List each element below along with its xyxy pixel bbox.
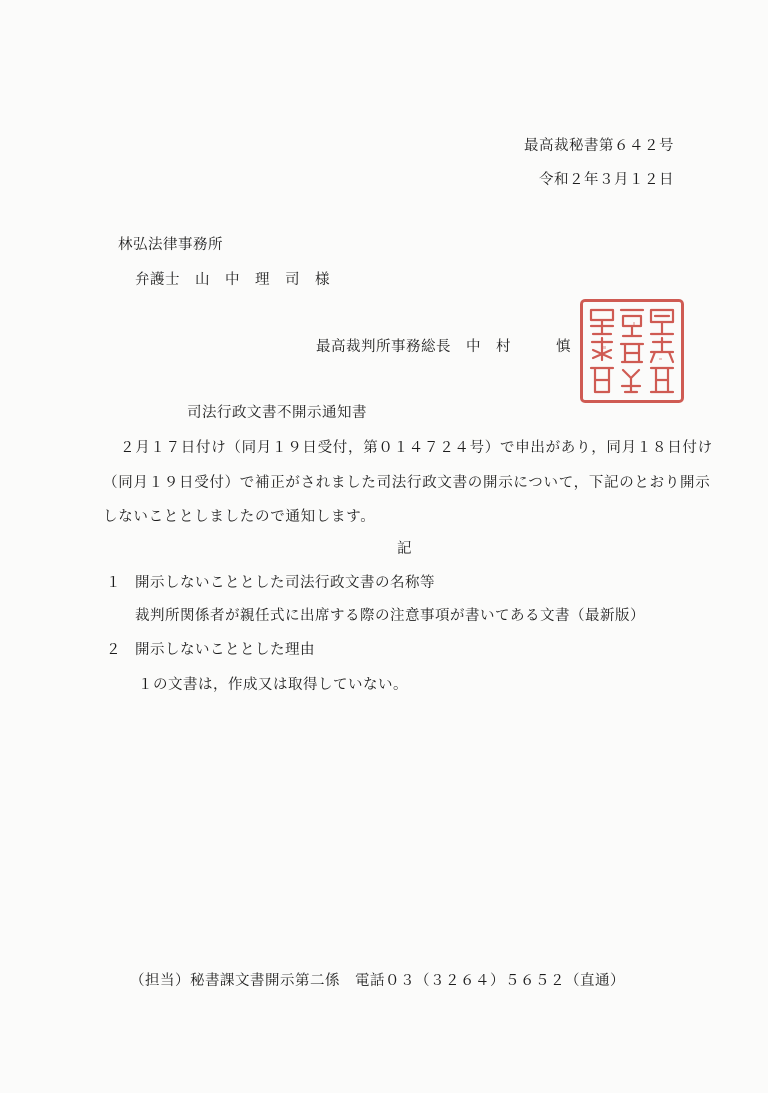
contact-footer: （担当）秘書課文書開示第二係 電話０３（３２６４）５６５２（直通） (130, 973, 625, 989)
item-number: １ (106, 575, 121, 591)
recipient-office: 林弘法律事務所 (118, 237, 223, 253)
item-number: ２ (106, 642, 121, 658)
document-title: 司法行政文書不開示通知書 (187, 405, 367, 421)
body-paragraph: ２月１７日付け（同月１９日受付，第０１４７２４号）で申出があり，同月１８日付け（同月１９日受付）で補正がされました司法行政文書の開示について，下記のとおり開示しないこととしましたので通知します。 (103, 440, 713, 525)
item-heading: 開示しないこととした司法行政文書の名称等 (135, 575, 435, 591)
item-content: １の文書は，作成又は取得していない。 (138, 677, 408, 693)
recipient-name: 弁護士 山 中 理 司 様 (135, 272, 330, 288)
document-number: 最高裁秘書第６４２号 (524, 138, 674, 154)
ki-heading: 記 (397, 541, 412, 557)
sender-name: 最高裁判所事務総長 中 村 慎 (316, 339, 571, 355)
official-seal-icon (580, 299, 684, 403)
document-date: 令和２年３月１２日 (539, 172, 674, 188)
item-content: 裁判所関係者が親任式に出席する際の注意事項が書いてある文書（最新版） (135, 608, 645, 624)
item-heading: 開示しないこととした理由 (135, 642, 315, 658)
